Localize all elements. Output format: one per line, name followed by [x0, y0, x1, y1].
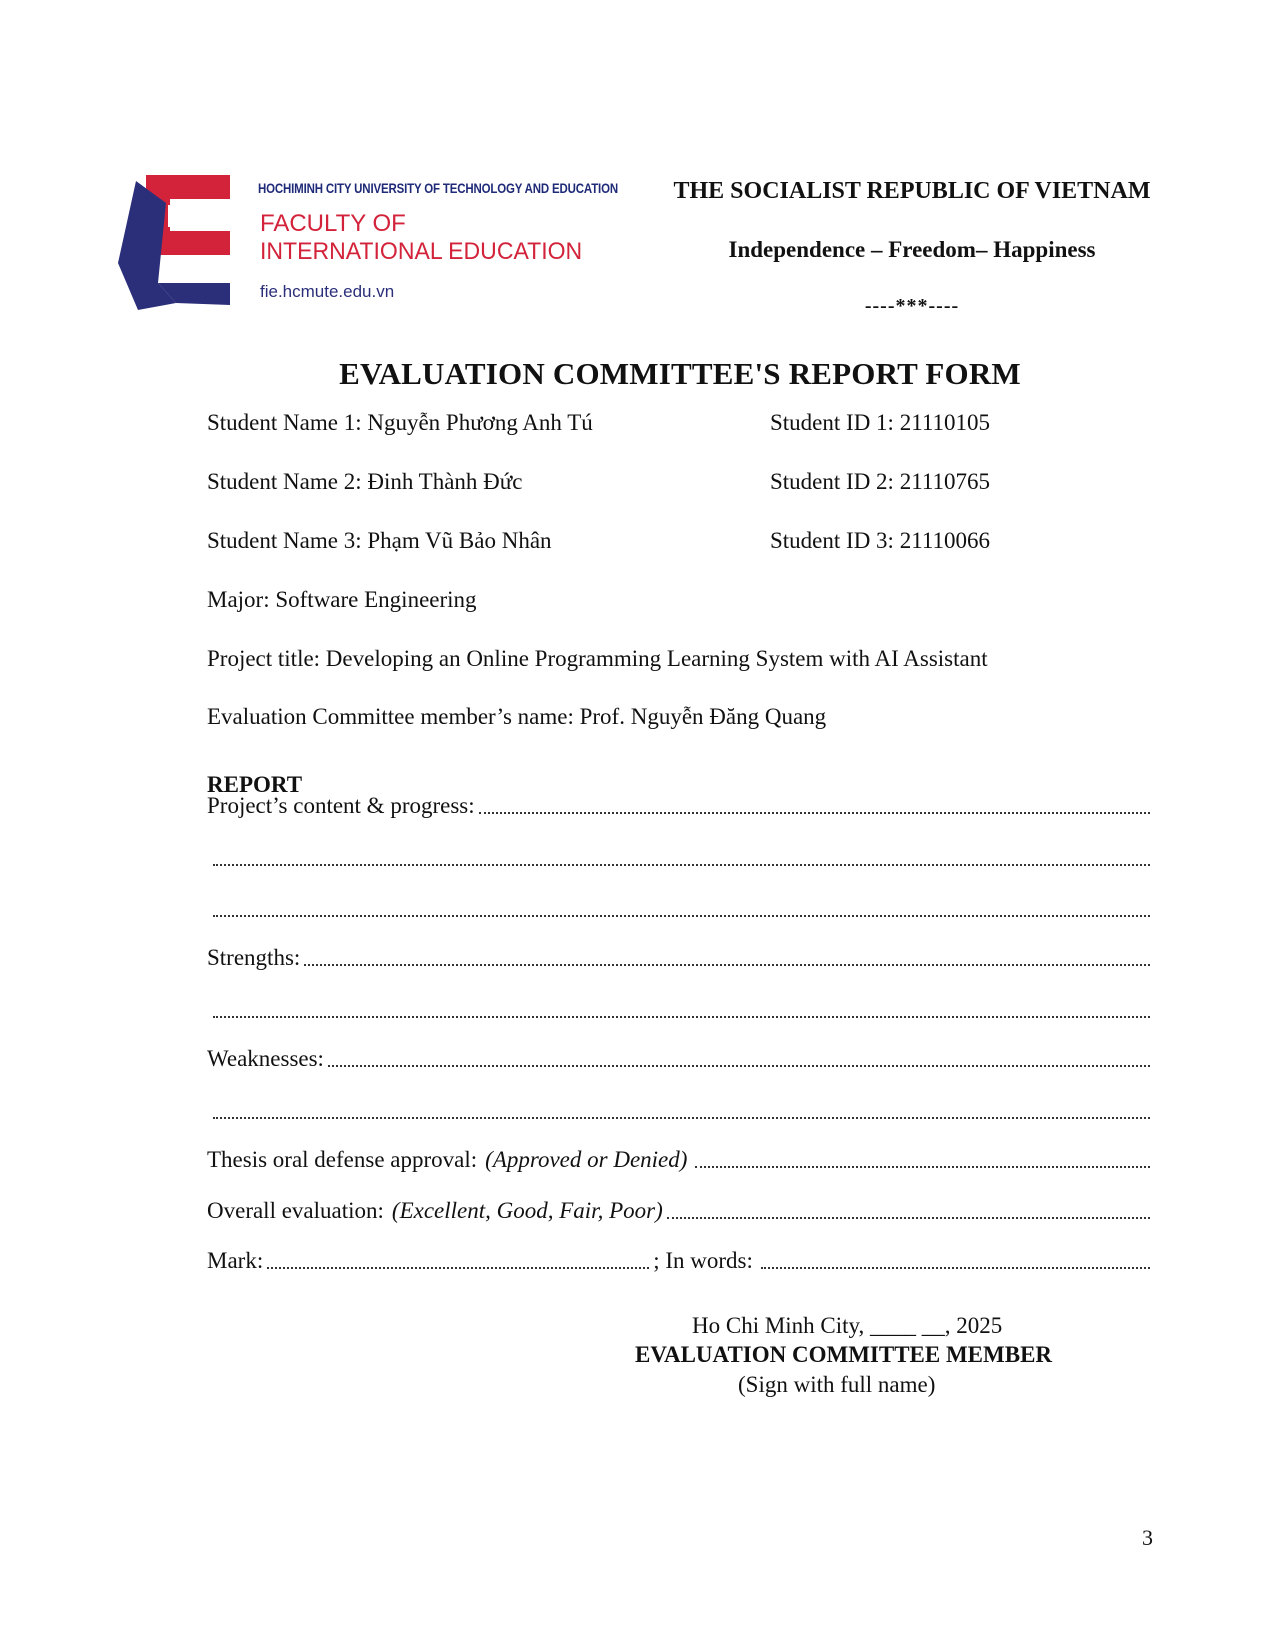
content-progress-line-2[interactable] — [213, 845, 1150, 871]
signer-role: EVALUATION COMMITTEE MEMBER — [635, 1342, 1053, 1367]
dotted-fill — [479, 812, 1150, 814]
header-separator: ----***---- — [864, 295, 960, 317]
report-heading: REPORT — [207, 772, 303, 797]
student-name-3: Student Name 3: Phạm Vũ Bảo Nhân — [207, 528, 552, 553]
defense-approval-label: Thesis oral defense approval: — [207, 1147, 478, 1172]
faculty-logo-mark — [118, 175, 258, 310]
dotted-fill — [213, 1117, 1150, 1119]
weaknesses-line[interactable] — [207, 1046, 1150, 1072]
strengths-line-2[interactable] — [213, 997, 1150, 1023]
mark-dotted-fill — [267, 1267, 649, 1269]
dotted-fill — [213, 864, 1150, 866]
student-name-1: Student Name 1: Nguyễn Phương Anh Tú — [207, 410, 593, 435]
dotted-fill — [667, 1217, 1150, 1219]
student-id-2: Student ID 2: 21110765 — [770, 469, 990, 494]
country-heading: THE SOCIALIST REPUBLIC OF VIETNAM — [673, 178, 1151, 204]
dotted-fill — [213, 915, 1150, 917]
sign-note: (Sign with full name) — [738, 1372, 936, 1397]
dotted-fill — [304, 964, 1150, 966]
logo-faculty-line-2: INTERNATIONAL EDUCATION — [260, 238, 583, 265]
in-words-label: ; In words: — [653, 1248, 753, 1273]
overall-evaluation-label: Overall evaluation: — [207, 1198, 384, 1223]
dotted-fill — [213, 1016, 1150, 1018]
content-progress-line[interactable] — [207, 793, 1150, 819]
student-id-1: Student ID 1: 21110105 — [770, 410, 990, 435]
logo-university-name: HOCHIMINH CITY UNIVERSITY OF TECHNOLOGY AND EDUCATION — [258, 180, 618, 196]
student-id-3: Student ID 3: 21110066 — [770, 528, 990, 553]
weaknesses-line-2[interactable] — [213, 1098, 1150, 1124]
national-motto: Independence – Freedom– Happiness — [728, 237, 1096, 262]
defense-approval-options: (Approved or Denied) — [485, 1147, 688, 1172]
strengths-line[interactable] — [207, 945, 1150, 971]
weaknesses-label: Weaknesses: — [207, 1046, 324, 1071]
logo-url: fie.hcmute.edu.vn — [260, 282, 395, 301]
dotted-fill — [695, 1166, 1150, 1168]
date-line: Ho Chi Minh City, ____ __, 2025 — [692, 1313, 1003, 1338]
strengths-label: Strengths: — [207, 945, 301, 970]
mark-line[interactable] — [207, 1248, 1150, 1274]
content-progress-label: Project’s content & progress: — [207, 793, 475, 818]
defense-approval-line[interactable] — [207, 1147, 1150, 1173]
overall-evaluation-options: (Excellent, Good, Fair, Poor) — [391, 1198, 663, 1223]
mark-label: Mark: — [207, 1248, 264, 1273]
form-title: EVALUATION COMMITTEE'S REPORT FORM — [339, 356, 1021, 391]
committee-member-field: Evaluation Committee member’s name: Prof. Nguyễn Đăng Quang — [207, 704, 827, 729]
major-field: Major: Software Engineering — [207, 587, 477, 612]
project-title-field: Project title: Developing an Online Programming Learning System with AI Assistant — [207, 646, 988, 671]
page-number: 3 — [1142, 1525, 1153, 1550]
dotted-fill — [328, 1065, 1150, 1067]
overall-evaluation-line[interactable] — [207, 1198, 1150, 1224]
logo-faculty-line-1: FACULTY OF — [260, 210, 406, 237]
in-words-dotted-fill — [761, 1267, 1150, 1269]
content-progress-line-3[interactable] — [213, 896, 1150, 922]
student-name-2: Student Name 2: Đinh Thành Đức — [207, 469, 523, 494]
